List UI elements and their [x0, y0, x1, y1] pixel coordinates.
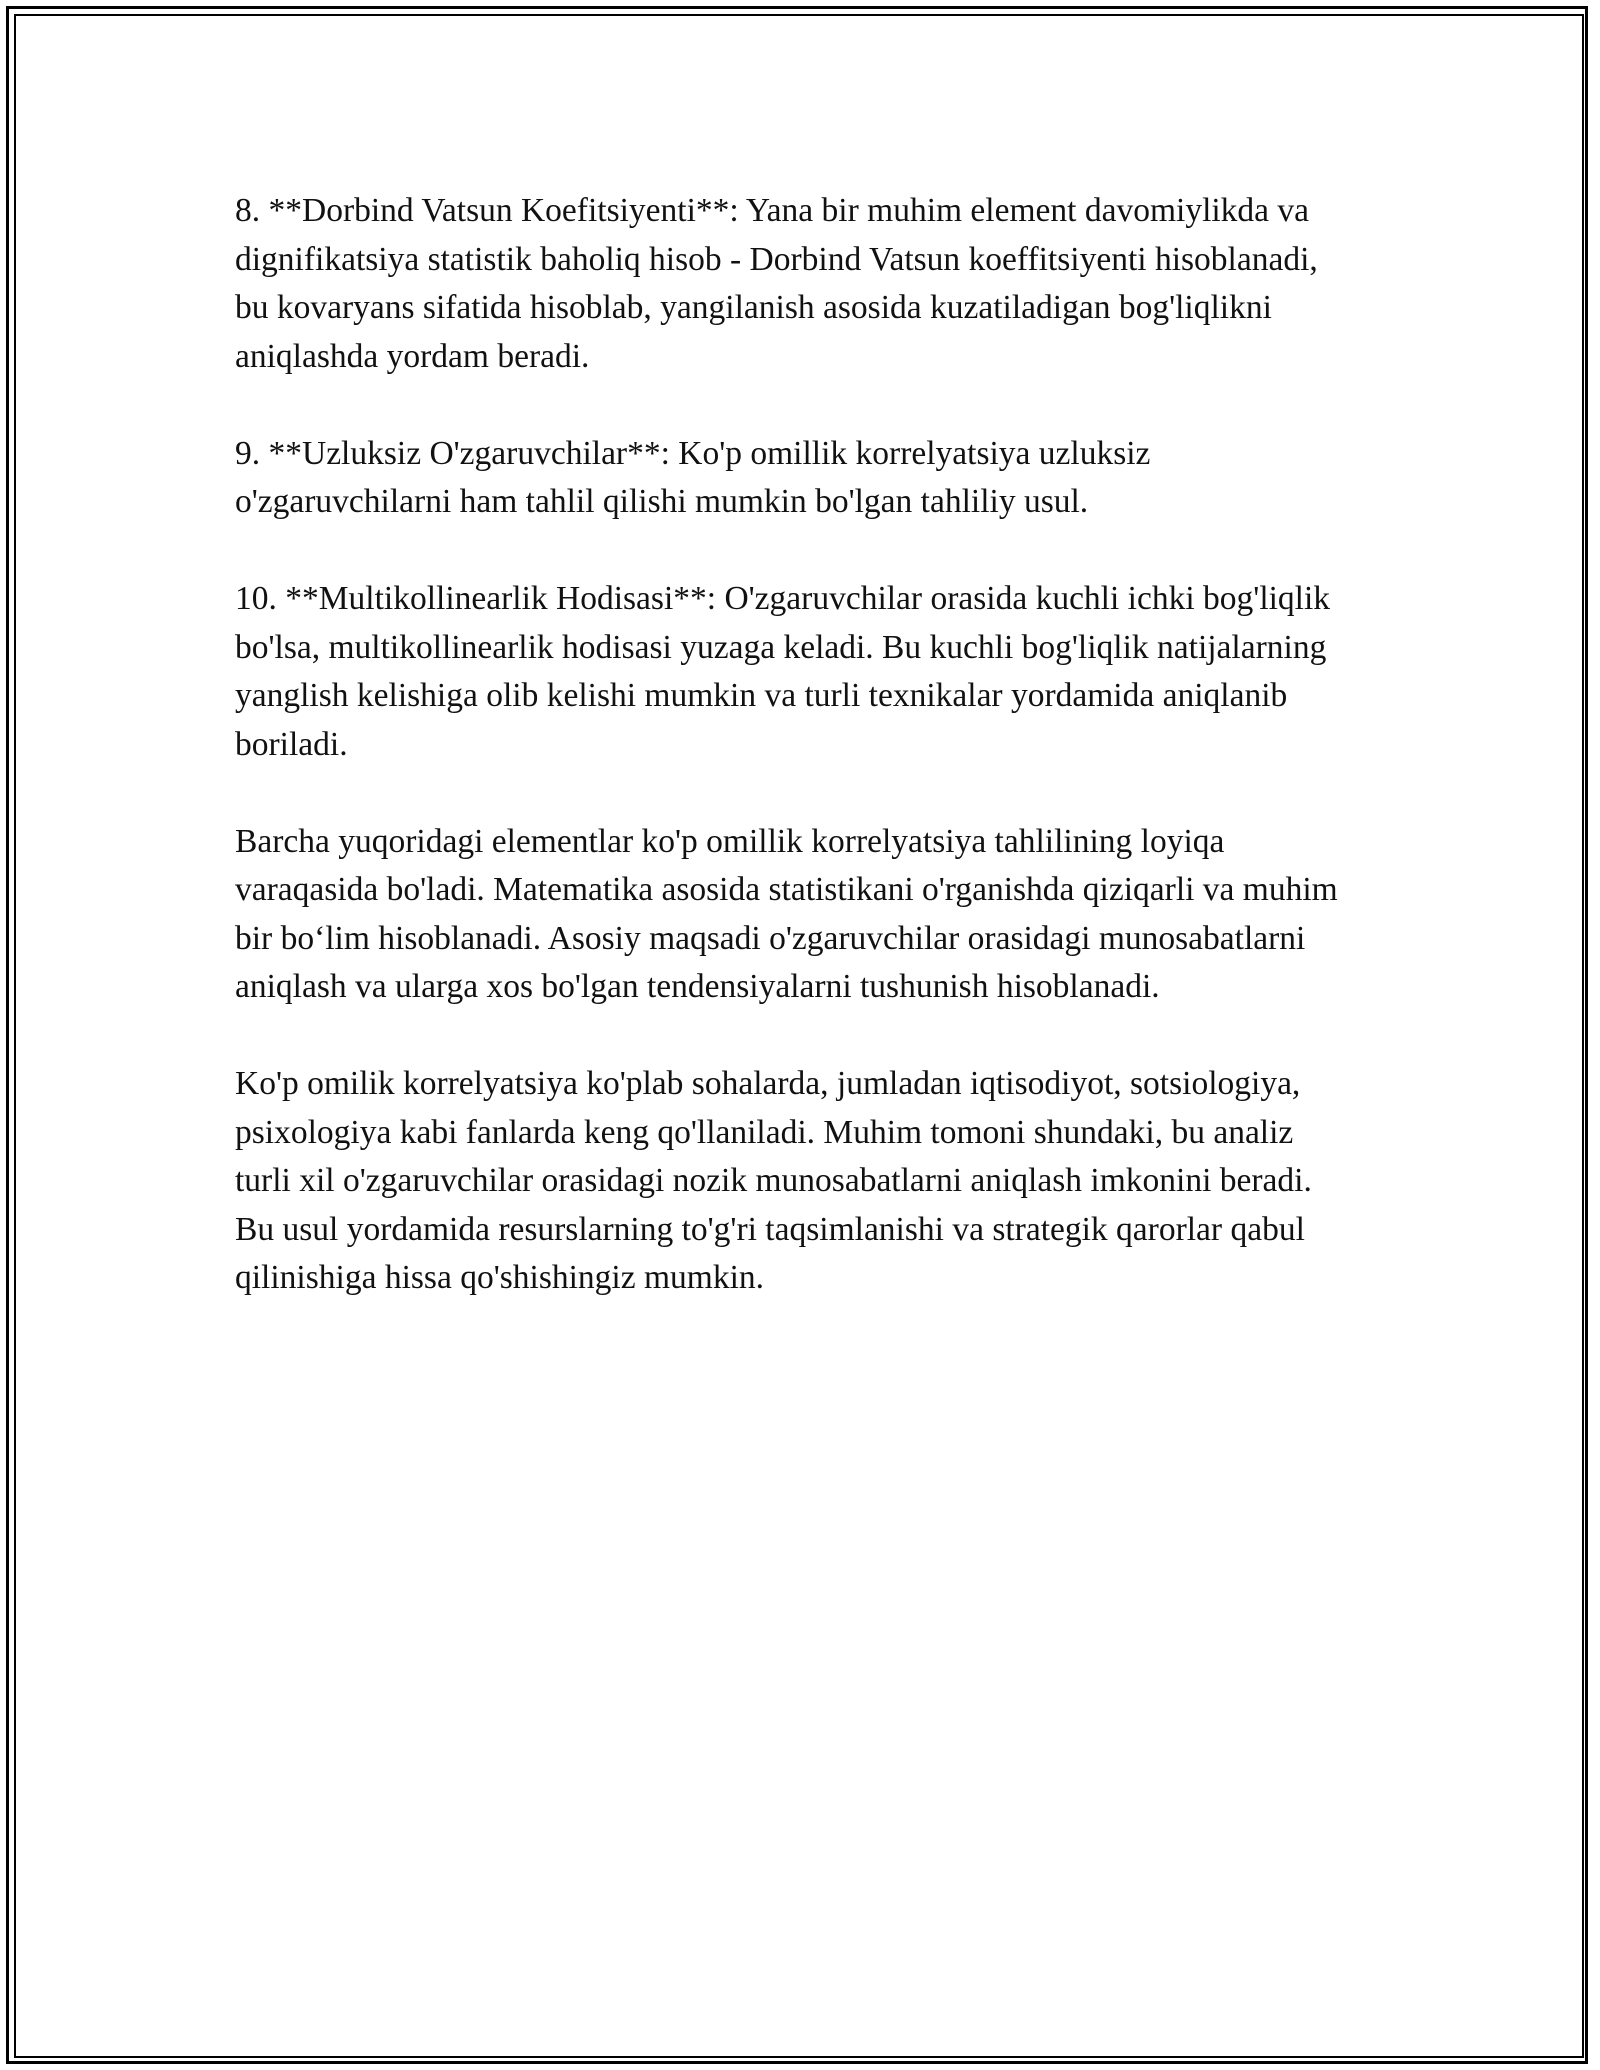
paragraph-summary: Barcha yuqoridagi elementlar ko'p omillik korrelyatsiya tahlilining loyiqa varaqasida bo'ladi. Matematika asosida statistikani o'rganishda qiziqarli va muhim bir bo‘lim hisoblanadi. Asosiy maqsadi o'zgaruvchilar orasidagi munosabatlarni aniqlash va ularga xos bo'lgan tendensiyalarni tushunish hisoblanadi. — [235, 822, 1338, 1005]
paragraph-multicollinearity: 10. **Multikollinearlik Hodisasi**: O'zgaruvchilar orasida kuchli ichki bog'liqlik bo'lsa, multikollinearlik hodisasi yuzaga keladi. Bu kuchli bog'liqlik natijalarning yanglish kelishiga olib kelishi mumkin va turli texnikalar yordamida aniqlanib boriladi. — [235, 580, 1331, 763]
document-body — [235, 187, 1350, 1351]
paragraph-applications: Ko'p omilik korrelyatsiya ko'plab sohalarda, jumladan iqtisodiyot, sotsiologiya, psixologiya kabi fanlarda keng qo'llaniladi. Muhim tomoni shundaki, bu analiz turli xil o'zgaruvchilar orasidagi nozik munosabatlarni aniqlash imkonini beradi. Bu usul yordamida resurslarning to'g'ri taqsimlanishi va strategik qarorlar qabul qilinishiga hissa qo'shishingiz mumkin. — [235, 1065, 1312, 1296]
paragraph-durbin-watson: 8. **Dorbind Vatsun Koefitsiyenti**: Yana bir muhim element davomiylikda va dignifikatsiya statistik baholiq hisob - Dorbind Vatsun koeffitsiyenti hisoblanadi, bu kovaryans sifatida hisoblab, yangilanish asosida kuzatiladigan bog'liqlikni aniqlashda yordam beradi. — [235, 192, 1318, 375]
paragraph-continuous-variables: 9. **Uzluksiz O'zgaruvchilar**: Ko'p omillik korrelyatsiya uzluksiz o'zgaruvchilarni ham tahlil qilishi mumkin bo'lgan tahliliy usul. — [235, 434, 1151, 520]
